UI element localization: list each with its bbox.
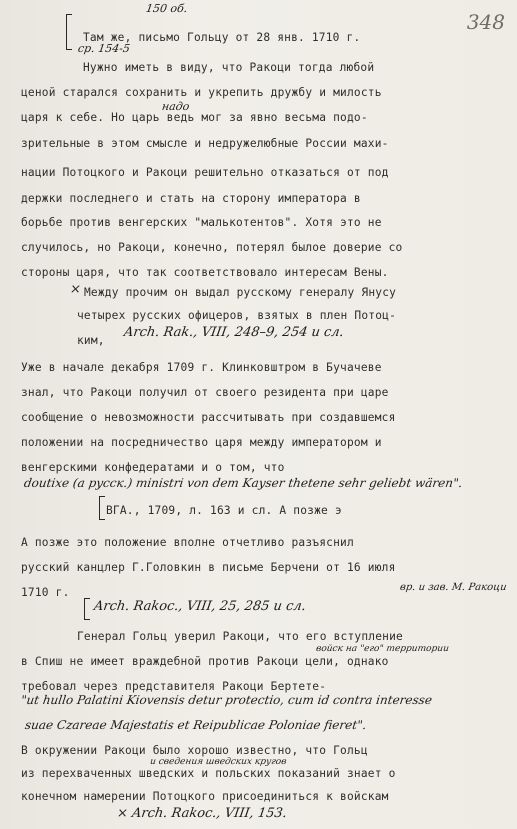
typed-line-28: конечном намерении Потоцкого присоединиться к войскам <box>21 790 389 803</box>
typed-line-27: из перехваченных шведских и польских показаний знает о <box>21 767 396 780</box>
typed-line-1: Там же, письмо Гольцу от 28 янв. 1710 г. <box>83 31 361 44</box>
typed-line-14: Уже в начале декабря 1709 г. Клинковштром в Бучачеве <box>21 361 382 374</box>
left-bracket-1 <box>66 14 72 50</box>
typed-line-22: 1710 г. <box>21 586 70 599</box>
typed-line-13: ким, <box>77 334 105 347</box>
handwritten-margin-right: вр. и зав. М. Ракоци <box>399 582 508 593</box>
typed-line-8: борьбе против венгерских "малькотентов". Хотя это не <box>21 216 382 229</box>
typed-line-7: держки последнего и стать на сторону императора в <box>21 192 361 205</box>
typed-line-20: А позже это положение вполне отчетливо разъяснил <box>21 536 354 549</box>
typed-line-4: царя к себе. Но царь ведь мог за явно весьма подо- <box>21 111 368 124</box>
handwritten-german-quote: doutixe (a pyccк.) ministri von dem Kayser thetene sehr geliebt wären". <box>23 476 464 490</box>
typed-line-10: стороны царя, что так соответствовало интересам Вены. <box>21 266 389 279</box>
handwritten-above-line-note-2: и сведения шведских кругов <box>149 757 288 767</box>
typed-line-21: русский канцлер Г.Головкин в письме Берчени от 16 июля <box>21 561 396 574</box>
handwritten-archive-ref-2: Arch. Rakoc., VIII, 25, 285 и сл. <box>92 599 307 614</box>
typed-line-12: четырех русских офицеров, взятых в плен Потоц- <box>77 309 397 322</box>
handwritten-latin-quote-1: "ut hullo Palatini Kiovensis detur protectio, cum id contra interesse <box>20 693 433 707</box>
typed-line-9: случилось, но Ракоци, конечно, потерял былое доверие со <box>21 241 403 254</box>
typed-line-23: Генерал Гольц уверил Ракоци, что его вступление <box>77 630 403 643</box>
typed-line-16: сообщение о невозможности рассчитывать при создавшемся <box>21 411 396 424</box>
typed-line-5: зрительные в этом смысле и недружелюбные России махи- <box>21 137 389 150</box>
typed-line-11: Между прочим он выдал русскому генералу Янусу <box>84 286 397 299</box>
left-bracket-2 <box>99 496 105 520</box>
handwritten-ref-top: 150 об. <box>145 2 189 15</box>
typed-line-24: в Спиш не имеет враждебной против Ракоци цели, однако <box>21 655 389 668</box>
typed-line-25: требовал через представителя Ракоци Бертете- <box>21 680 327 693</box>
handwritten-archive-ref-1: Arch. Rak., VIII, 248–9, 254 и сл. <box>122 325 345 340</box>
handwritten-latin-quote-2: suae Czareae Majestatis et Reipublicae Poloniae fieret". <box>24 718 368 732</box>
left-bracket-3 <box>84 598 90 620</box>
handwritten-margin-x: × <box>68 282 82 297</box>
typed-line-2: Нужно иметь в виду, что Ракоци тогда любой <box>83 61 375 74</box>
typed-line-18: венгерскими конфедератами и о том, что <box>21 461 285 474</box>
handwritten-ref-top2: ср. 154-5 <box>77 42 131 55</box>
typed-line-3: ценой старался сохранить и укрепить дружбу и милость <box>21 86 382 99</box>
typed-line-17: положении на посредничество царя между императором и <box>21 436 382 449</box>
page-number: 348 <box>466 10 505 34</box>
typed-line-15: знал, что Ракоци получил от своего резидента при царе <box>21 386 389 399</box>
typed-line-26: В окружении Ракоци было хорошо известно, что Гольц <box>21 744 368 757</box>
typed-line-6: нации Потоцкого и Ракоци решительно отказаться от под <box>21 166 389 179</box>
handwritten-archive-ref-3: × Arch. Rakoc., VIII, 153. <box>115 806 288 821</box>
handwritten-above-line-note: войск на "его" территории <box>315 644 450 654</box>
handwritten-inserted-word: надо <box>161 100 191 113</box>
typed-line-19: ВГА., 1709, л. 163 и сл. А позже э <box>106 504 342 517</box>
